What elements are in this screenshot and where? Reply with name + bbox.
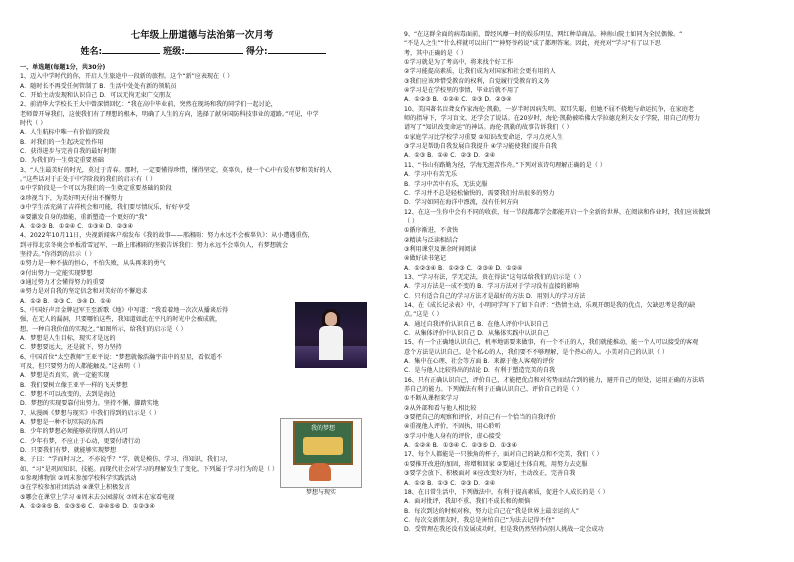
right-question-line: ⑤学习中他人身有的评价，虚心接受 [404,432,501,440]
right-question-line: 18、在日常生活中，下列做法中，有利于提高素质，促进个人成长的是（ ） [404,488,609,496]
left-question-line: ①参观博物馆 ②周末参加学校科学实践活动 [20,475,137,483]
right-question-line: C．学习并不总是轻松愉快的，需要我们付出很多的努力 [404,189,555,197]
name-blank[interactable] [102,44,160,54]
right-question-line: ③我们应该珍惜受教育的权利，自觉履行受教育的义务 [404,77,550,85]
right-question-line: 16、只有正确认识自己，评价自己，才能把优点和对劣势而结合到的能力，避开自己的短处，运用正确的方法培 [404,376,705,384]
class-label: 班级: [163,47,185,57]
section-heading: 一、单选题(每题1分，共30分) [20,64,106,71]
left-question-line: C．获得进步与完善自我的最好时期 [20,148,116,156]
singer-photo [295,302,367,368]
right-question-line: ②精读与泛读相结合 [404,236,459,244]
left-question-line: A．①② B．②③ C．③④ D．①④ [20,297,112,305]
left-question-line: C．梦想不可以改变的，去到是海边 [20,391,116,399]
right-question-line: 10、美国著名盲聋女作家海伦·凯勒，一岁半时因病失明、双耳失聪，但她不屈不挠地与命运抗争，在家庭老 [404,105,695,113]
dream-bubble [303,437,343,455]
left-question-line: A．①②③ B．①②④ C．①③④ D．②③④ [20,222,134,230]
right-question-line: 养自己的能力。下列做法有利于正确认识自己、评价自己的是（ ） [404,386,583,394]
left-question-line: 到寻得北京冬奥会单板滑雪冠军，一路上邢湘雨的坚毅告诉我们：努力永远不会辜负人，有梦想就会 [20,241,289,249]
right-question-line: D．受管理在我还没有发展成功时，但是我仍然坚持向别人挑战一定会成功 [404,526,604,534]
right-question-line: ②学习能提高素质，让我们成为对国家和社会更有用的人 [404,68,556,76]
right-question-line: 考，其中正确的是（ ） [404,49,467,57]
right-question-line: B．每次到达的时候对称，努力让自己在“我是世界上最幸运的人” [404,507,580,515]
exam-title: 七年级上册道德与法治第一次月考 [130,30,274,41]
left-question-line: 4、2022年10月11日，央视新闻客户端发布《我的故事——邢湘雨：努力永远不会被辜负》：从小遭遇重伤， [20,232,314,240]
right-question-line: 13、“学习有法，学无定法，贵在得法”这句话给我们的启示是（ ） [404,273,585,281]
right-question-line: 9、“在这群全面的病毒面前，曾经风靡一时的娱乐明星、网红种草商品、神南山院士如同为全民偶像。“ [404,31,683,38]
right-column [404,30,774,535]
right-question-line: A．学习方法是一成不变的 B．学习方法对于学习没有直接的影响 [404,283,579,291]
left-question-line: 如，“习”是巩固知识，技能。而现代社会对学习的理解发生了变化，下列属于学习行为的是（ ） [20,465,279,473]
left-question-line: ③在学校参加社团活动 ④课堂上积极发言 [20,484,131,492]
left-question-line: ⑤哪会在课堂上学习 ⑥周末去公园游玩 ⑦周末在家看电视 [20,493,175,501]
right-question-line: ③要把自己的观察和评价，对自己有一个恰当的自我评价 [404,414,556,422]
right-question-line: C．只有适合自己的学习方法才是最好的方法 D．用别人的学习方法 [404,292,586,300]
left-question-line: 3、“人生最美好的时光，莫过于青春。那时，一定要懂得珍惜，懂得坚定，莫辜负，使一个心中有爱有梦和美好的人 [20,166,332,174]
right-question-line: 12、在这一生你中会有不同的收获，每一节段都都学会都能开启一个全新的世界，在阅读和作业时，我们应该做到 [404,208,711,216]
right-question-line: C．从集体评价中认识自己 D．从集体实践中认识自己 [404,330,549,337]
left-question-line: B．少年的梦想必须能够获得别人的认可 [20,428,128,436]
right-question-line: ④学习是在学校里的事情，毕业后就不用了 [404,87,520,95]
right-question-line: （ ） [404,217,419,225]
singer-dress [319,326,343,360]
left-question-line: 6、中国首位“太空教师”王亚平说：“梦想就像浩瀚宇宙中的星星，看似遥不 [20,353,223,361]
left-question-line: ①努力是一种不拔的恒心，不怕失败，从头再来的勇气 [20,260,166,268]
right-question-line: C．是与他人比较得出的结论 D．有利于塑造完美的自我 [404,367,556,375]
left-question-line: ③通过努力才会懂得努力的重要 [20,278,105,286]
left-question-line: C．开始主动发现和认识自己 D．可以无拘无束广交朋友 [20,92,172,100]
right-question-line: A．学习中有苦无乐 [404,171,457,179]
left-question-line: 。”这些话对于正处于中学阶段的我们的启示有（ ） [20,176,157,184]
singer-face [325,312,337,326]
left-question-line: ④要激发自身的潜能，重新塑造一个更好的“我” [20,213,148,221]
left-question-line: 2、前清华大学校长王大中曾深情回忆：“我在高中毕业前，突然在现场和我的同学们一起讨论， [20,101,277,109]
right-question-line: ②从外部和看与他人相比较 [404,404,477,412]
left-question-line: 时代（ ） [20,120,47,128]
right-question-line: A．①②③④ B．①②③ C．②③④ D．①②④ [404,264,523,272]
right-question-line: ③利用课堂及课余时间阅读 [404,245,477,253]
right-question-line: ①不断从课程来学习 [404,395,459,403]
left-question-line: ③中学生活充满了吉祥机会和可能，我们要尽情玩乐，好好享受 [20,204,190,212]
left-question-line: D．只要我们有梦，就能够实现梦想 [20,447,117,455]
left-question-line: ②付出努力一定能实现梦想 [20,269,93,277]
student-info [20,44,386,59]
left-question-line: A．梦想是人生目标，现实才是远的 [20,334,116,342]
left-question-line: ①中学阶段是一个可以为我们的一生奠定重要基础的阶段 [20,185,172,193]
left-question-line: 8、子曰：“学而时习之，不亦说乎？”学，就是模仿、学习、得知识，我们习， [20,456,232,464]
right-question-line: ①要推开改进的加固，将增和回家 ②要通过主体自观，用努力去克服 [404,460,588,468]
left-question-line: A．梦想是一种不切实际的东西 [20,419,104,427]
right-question-line: “不是人之生”“什么样就可以出门”“神努爷药说”成了都理答案。因此，亮亮对“学习”有了以下思 [404,40,661,48]
score-blank[interactable] [268,44,326,54]
score-label: 得分: [245,47,268,57]
left-question-line: D．为我们的一生奠定重要基础 [20,157,104,165]
right-question-line: 15、有一个正确地认识自己，机率地需要来做事，有一个不正的人，我们就能推动，能一个人可以接受的客观 [404,339,699,347]
right-question-line: 11、“书山有路勤为径，学海无涯苦作舟。”下列对该诗句理解正确的是（ ） [404,161,606,169]
right-question-line: A．集中在心理、社会等方面 B．来源于他人客观的评价 [404,358,555,366]
right-questions [404,30,774,535]
right-question-line: D．学习如同在海洋中漂流，没有任何方向 [404,199,519,207]
right-question-line: 师的指导下，学习盲文、还学会了说话。在20岁时，海伦·凯勒被哈佛大学拉德克利夫女子学院，用自己的努力 [404,115,701,123]
left-question-line: 老师曾开导我们，这使我们有了理想的根本，明确了人生的方向，选择了献身国防科技事业的道路。”可见，中学 [20,110,319,118]
right-question-line: ③要学会放下、积极面对 ④应改变好为好，主动改正，完善自我 [404,470,576,478]
right-question-line: 点。”这是（ ） [404,311,443,319]
right-question-line: 14、在《成长记录表》中，小明同学写下了如下自评：“热情主动，乐观开朗是我的优点，欠缺思考是我的缺 [404,301,696,309]
class-blank[interactable] [185,44,243,54]
right-question-line: A．①③ B．①④ C．②③ D．②④ [404,152,496,160]
cartoon-board [293,421,353,465]
left-question-line: 强，在无人的漏洞，只要哪怕这些，我知道如此在平凡的时光中会被成就， [20,316,222,324]
right-question-line: C．每次交新朋友时，我总是害怕自己“为法去记得不住” [404,516,555,524]
left-question-line: D．梦想的实现要靠付出努力，坚持不懈，脚踏实地 [20,400,159,408]
left-question-line: 7、从漫画《梦想与现实》中我们得到的启示是（ ） [20,409,160,417]
right-question-line: ④做好读书笔记 [404,255,447,263]
right-question-line: ④重视他人评价，不固执，用心聆听 [404,423,501,431]
cartoon-caption: 梦想与现实 [305,489,336,496]
right-question-line: ①学习就是为了考高中，将来找个好工作 [404,59,514,67]
left-question-line: A．梦想是否真实，就一定能实现 [20,372,110,380]
right-question-line: ①循序渐进，不贪快 [404,227,459,235]
right-question-line: ①家庭学习比学校学习重要 ②知识改变命运，学习点亮人生 [404,133,564,141]
right-question-line: A．①②④ B．①③④ C．②③⑤ D．①③④ [404,442,518,450]
right-question-line: A．①② B．①③ C．②③ D．②④ [404,479,496,487]
cartoon-student [309,463,331,481]
right-question-line: ③学习是帮助自我发展自我提升 ④学习能使我们提升自我 [404,143,558,151]
left-question-line: ④努力是对自我的坚定信念和对美好的不懈追求 [20,288,148,296]
dream-reality-cartoon [280,418,362,496]
right-question-line: 谱写了“知识改变命运”的神话。海伦·凯勒的故事告诉我们（ ） [404,124,573,132]
right-question-line: A．面对批评，我却不重，我们不成长和的烦恼 [404,498,531,506]
left-question-line: B．对我们的一生起决定性作用 [20,138,104,146]
left-question-line: 可及，但只要努力的人都能触及。”这表明（ ） [20,363,144,370]
left-question-line: A．随时长不再受任何管制了 B．生活中处处有新的领航员 [20,82,177,90]
left-question-line: ②珍视当下，为美好明天付出不懈努力 [20,194,123,202]
left-question-line: 1、迈入中学时代的你，开启人生旅途中一段新的旅程。这个“新”应表现在（ ） [20,73,234,81]
left-question-line: A．人生航标中唯一有价值的阶段 [20,129,110,137]
left-question-line: 5、中国好声音金牌冠军王至新歌《地》中写道：“我看着地一次次从播谈后得 [20,306,229,314]
right-question-line: 17、每个人都能是一只独角的杯子，面对自己的缺点和不完美，我们（ ） [404,451,603,459]
right-question-line: A．①②③ B．①②④ C．②③ D．②③④ [404,96,512,104]
right-question-line: B．学习中苦中有乐，无法克服 [404,180,488,188]
left-question-line: B．我们要树立像王亚平一样的飞天梦想 [20,381,128,389]
left-question-line: 坚持去。”你得到的启示（ ） [20,250,96,258]
left-question-line: C．梦想要远大，还是就下，努力坚持 [20,344,122,352]
left-question-line: 想，一种自我价值的实现之。”如图所示，给我们的启示是（ ） [20,325,187,333]
name-label: 姓名: [80,47,103,57]
left-question-line: A．①②④⑤ B．①③⑤⑥ C．②④⑤⑥ D．①②③④ [20,503,155,511]
right-question-line: 意个方法是认识自己。是个私心的人，我们要不不够理解，是个热心的人。小美对自己的认识（ ） [404,348,668,356]
left-question-line: C．少年有梦，不应止于心动，更要付诸行动 [20,437,141,445]
board-text: 我的梦想 [310,425,335,432]
right-question-line: A．通过自我评价认识自己 B．在他人评价中认识自己 [404,320,549,328]
